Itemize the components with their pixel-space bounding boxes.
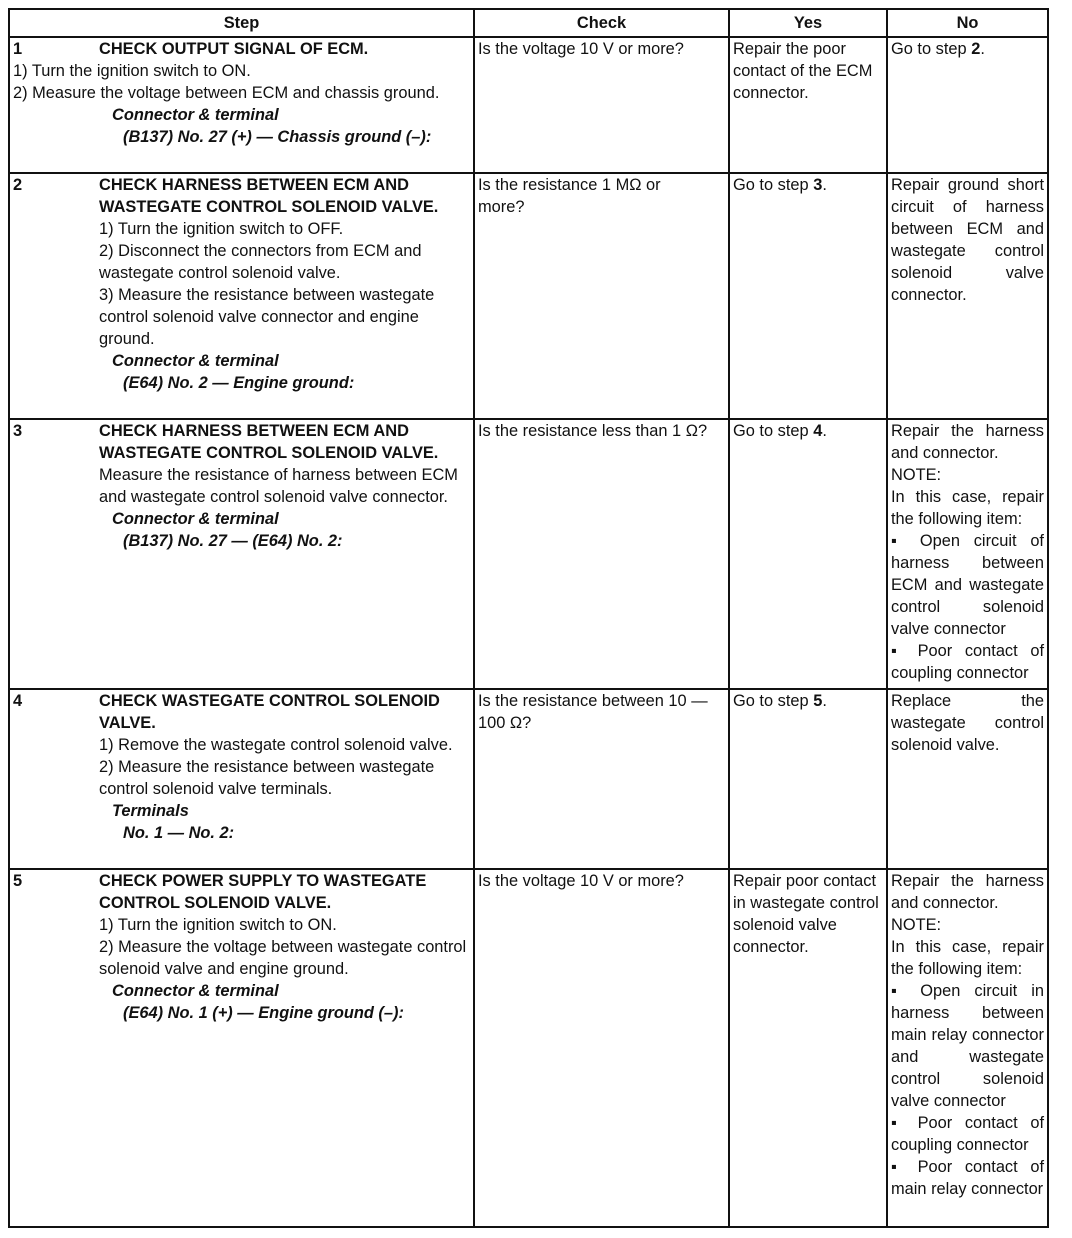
connector-value: (B137) No. 27 (+) — Chassis ground (–):	[123, 128, 432, 146]
yes-text: Go to step	[733, 176, 814, 194]
header-yes: Yes	[729, 9, 887, 37]
connector-label: Connector & terminal	[112, 352, 279, 370]
table-row	[9, 869, 1048, 1227]
connector-label: Connector & terminal	[112, 510, 279, 528]
check-cell: Is the voltage 10 V or more?	[474, 869, 729, 1227]
table-row	[9, 37, 1048, 173]
yes-text: Go to step	[733, 422, 814, 440]
step-ref: 3	[813, 176, 823, 194]
note-label: NOTE:	[891, 466, 942, 484]
no-text: Repair the harness and connector.	[891, 872, 1044, 912]
step-title: CHECK POWER SUPPLY TO WASTEGATE CONTROL SOLENOID VALVE.	[99, 872, 427, 912]
step-ref: 5	[813, 692, 823, 710]
step-cell	[9, 689, 474, 869]
step-body: Measure the resistance of harness between ECM and wastegate control solenoid valve connector.	[99, 466, 458, 506]
header-no: No	[887, 9, 1048, 37]
table-row	[9, 689, 1048, 869]
yes-cell: Repair poor contact in wastegate control solenoid valve connector.	[729, 869, 887, 1227]
no-text: Go to step	[891, 40, 972, 58]
diagnostic-table	[8, 8, 1049, 1228]
header-step: Step	[9, 9, 474, 37]
step-body: 1) Turn the ignition switch to ON. 2) Measure the voltage between wastegate control solenoid valve and engine ground.	[99, 916, 467, 978]
step-number: 4	[13, 692, 23, 710]
check-cell: Is the resistance 1 MΩ or more?	[474, 173, 729, 419]
check-cell: Is the resistance between 10 — 100 Ω?	[474, 689, 729, 869]
step-body: 1) Remove the wastegate control solenoid valve. 2) Measure the resistance between wastegate control solenoid valve terminals.	[99, 736, 453, 798]
no-text-end: .	[980, 40, 985, 58]
no-cell	[887, 869, 1048, 1227]
yes-text-end: .	[822, 422, 827, 440]
note-item: ▪ Poor contact of main relay connector	[891, 1156, 1044, 1200]
step-cell	[9, 173, 474, 419]
check-cell: Is the voltage 10 V or more?	[474, 37, 729, 173]
step-title: CHECK HARNESS BETWEEN ECM AND WASTEGATE CONTROL SOLENOID VALVE.	[99, 176, 439, 216]
connector-label: Connector & terminal	[112, 982, 279, 1000]
no-cell: Repair ground short circuit of harness between ECM and wastegate control solenoid valve connector.	[887, 173, 1048, 419]
header-check: Check	[474, 9, 729, 37]
yes-cell	[729, 689, 887, 869]
yes-text-end: .	[822, 176, 827, 194]
check-cell: Is the resistance less than 1 Ω?	[474, 419, 729, 689]
connector-value: (E64) No. 2 — Engine ground:	[123, 374, 355, 392]
yes-text-end: .	[822, 692, 827, 710]
yes-cell	[729, 419, 887, 689]
note-item: ▪ Poor contact of coupling connector	[891, 1112, 1044, 1156]
no-cell: Replace the wastegate control solenoid valve.	[887, 689, 1048, 869]
no-text: Repair the harness and connector.	[891, 422, 1044, 462]
yes-text: Go to step	[733, 692, 814, 710]
step-ref: 4	[813, 422, 823, 440]
yes-cell: Repair the poor contact of the ECM connector.	[729, 37, 887, 173]
no-cell	[887, 37, 1048, 173]
step-number: 1	[13, 40, 23, 58]
connector-value: No. 1 — No. 2:	[123, 824, 235, 842]
header-row	[9, 9, 1048, 37]
note-label: NOTE:	[891, 916, 942, 934]
step-number: 5	[13, 872, 23, 890]
note-intro: In this case, repair the following item:	[891, 938, 1044, 978]
yes-cell	[729, 173, 887, 419]
step-title: CHECK HARNESS BETWEEN ECM AND WASTEGATE CONTROL SOLENOID VALVE.	[99, 422, 439, 462]
note-item: ▪ Poor contact of coupling connector	[891, 640, 1044, 684]
note-intro: In this case, repair the following item:	[891, 488, 1044, 528]
connector-value: (B137) No. 27 — (E64) No. 2:	[123, 532, 343, 550]
connector-label: Terminals	[112, 802, 189, 820]
step-ref: 2	[971, 40, 981, 58]
step-cell	[9, 37, 474, 173]
step-body: 1) Turn the ignition switch to ON. 2) Measure the voltage between ECM and chassis ground.	[13, 62, 440, 102]
step-title: CHECK OUTPUT SIGNAL OF ECM.	[99, 40, 369, 58]
step-number: 3	[13, 422, 23, 440]
step-number: 2	[13, 176, 23, 194]
table-row	[9, 419, 1048, 689]
note-item: ▪ Open circuit in harness between main relay connector and wastegate control solenoid valve connector	[891, 980, 1044, 1112]
connector-value: (E64) No. 1 (+) — Engine ground (–):	[123, 1004, 404, 1022]
table-row	[9, 173, 1048, 419]
step-cell	[9, 419, 474, 689]
step-cell	[9, 869, 474, 1227]
note-item: ▪ Open circuit of harness between ECM and wastegate control solenoid valve connector	[891, 530, 1044, 640]
step-title: CHECK WASTEGATE CONTROL SOLENOID VALVE.	[99, 692, 440, 732]
connector-label: Connector & terminal	[112, 106, 279, 124]
no-cell	[887, 419, 1048, 689]
step-body: 1) Turn the ignition switch to OFF. 2) Disconnect the connectors from ECM and wastegate control solenoid valve. 3) Measure the resistance between wastegate control solenoid valve connector and engine ground.	[99, 220, 435, 348]
